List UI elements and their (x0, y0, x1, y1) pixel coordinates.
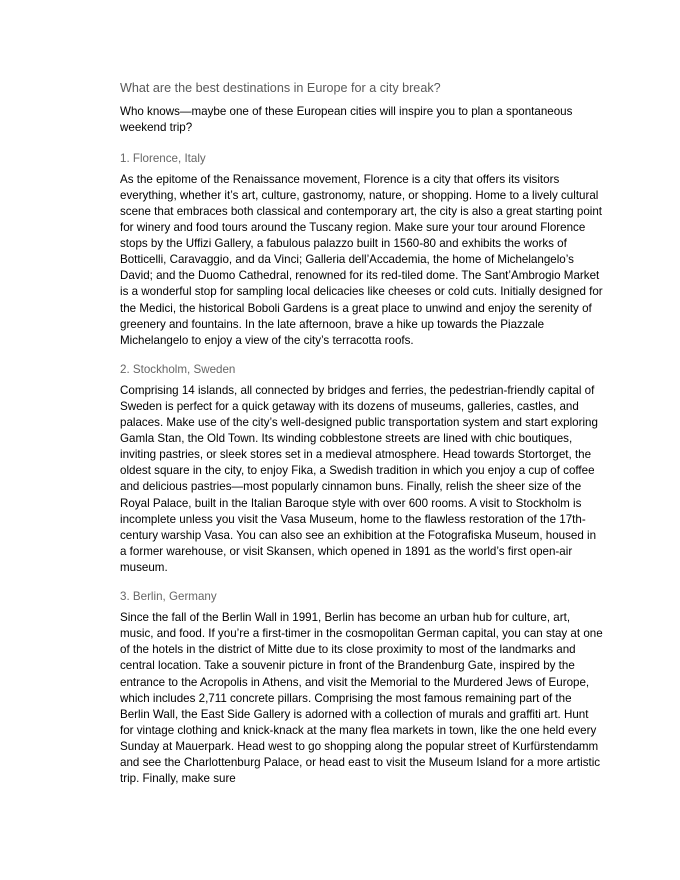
section-florence (120, 151, 604, 349)
section-body: As the epitome of the Renaissance movement, Florence is a city that offers its visitors everything, whether it’s art, culture, gastronomy, nature, or shopping. Home to a lively cultural scene that embraces both classical and contemporary art, the city is also a great starting point for winery and food tours around the Tuscany region. Make sure your tour around Florence stops by the Uffizi Gallery, a fabulous palazzo built in 1560-80 and exhibits the works of Botticelli, Caravaggio, and da Vinci; Galleria dell’Accademia, the home of Michelangelo’s David; and the Duomo Cathedral, renowned for its red-tiled dome. The Sant’Ambrogio Market is a wonderful stop for sampling local delicacies like cheeses or cold cuts. Initially designed for the Medici, the historical Boboli Gardens is a great place to unwind and enjoy the serenity of greenery and fountains. In the late afternoon, brave a hike up towards the Piazzale Michelangelo to enjoy a view of the city’s terracotta roofs. (120, 172, 603, 347)
page-title: What are the best destinations in Europe for a city break? (120, 81, 441, 95)
section-heading: 1. Florence, Italy (120, 151, 206, 165)
section-heading: 2. Stockholm, Sweden (120, 362, 236, 376)
section-body: Since the fall of the Berlin Wall in 1991, Berlin has become an urban hub for culture, art, music, and food. If you’re a first-timer in the cosmopolitan German capital, you can stay at one of the hotels in the district of Mitte due to its close proximity to most of the landmarks and central location. Take a souvenir picture in front of the Brandenburg Gate, inspired by the entrance to the Acropolis in Athens, and visit the Memorial to the Murdered Jews of Europe, which includes 2,711 concrete pillars. Comprising the most famous remaining part of the Berlin Wall, the East Side Gallery is adorned with a collection of murals and graffiti art. Hunt for vintage clothing and knick-knack at the many flea markets in town, like the one held every Sunday at Mauerpark. Head west to go shopping along the popular street of Kurfürstendamm and see the Charlottenburg Palace, or head east to visit the Museum Island for a more artistic trip. Finally, make sure (120, 611, 603, 786)
section-heading: 3. Berlin, Germany (120, 590, 217, 604)
section-stockholm (120, 362, 604, 576)
section-berlin (120, 589, 604, 787)
document-page (120, 80, 604, 800)
intro-paragraph: Who knows—maybe one of these European cities will inspire you to plan a spontaneous weekend trip? (120, 104, 573, 134)
section-body: Comprising 14 islands, all connected by bridges and ferries, the pedestrian-friendly capital of Sweden is perfect for a quick getaway with its dozens of museums, galleries, castles, and palaces. Make use of the city’s well-designed public transportation system and start exploring Gamla Stan, the Old Town. Its winding cobblestone streets are lined with chic boutiques, inviting pastries, or sleek stores set in a medieval atmosphere. Head towards Stortorget, the oldest square in the city, to enjoy Fika, a Swedish tradition in which you enjoy a cup of coffee and delicious pastries—most popularly cinnamon buns. Finally, relish the sheer size of the Royal Palace, built in the Italian Baroque style with over 600 rooms. A visit to Stockholm is incomplete unless you visit the Vasa Museum, home to the flawless restoration of the 17th-century warship Vasa. You can also see an exhibition at the Fotografiska Museum, housed in a former warehouse, or visit Skansen, which opened in 1891 as the world’s first open-air museum. (120, 383, 598, 574)
